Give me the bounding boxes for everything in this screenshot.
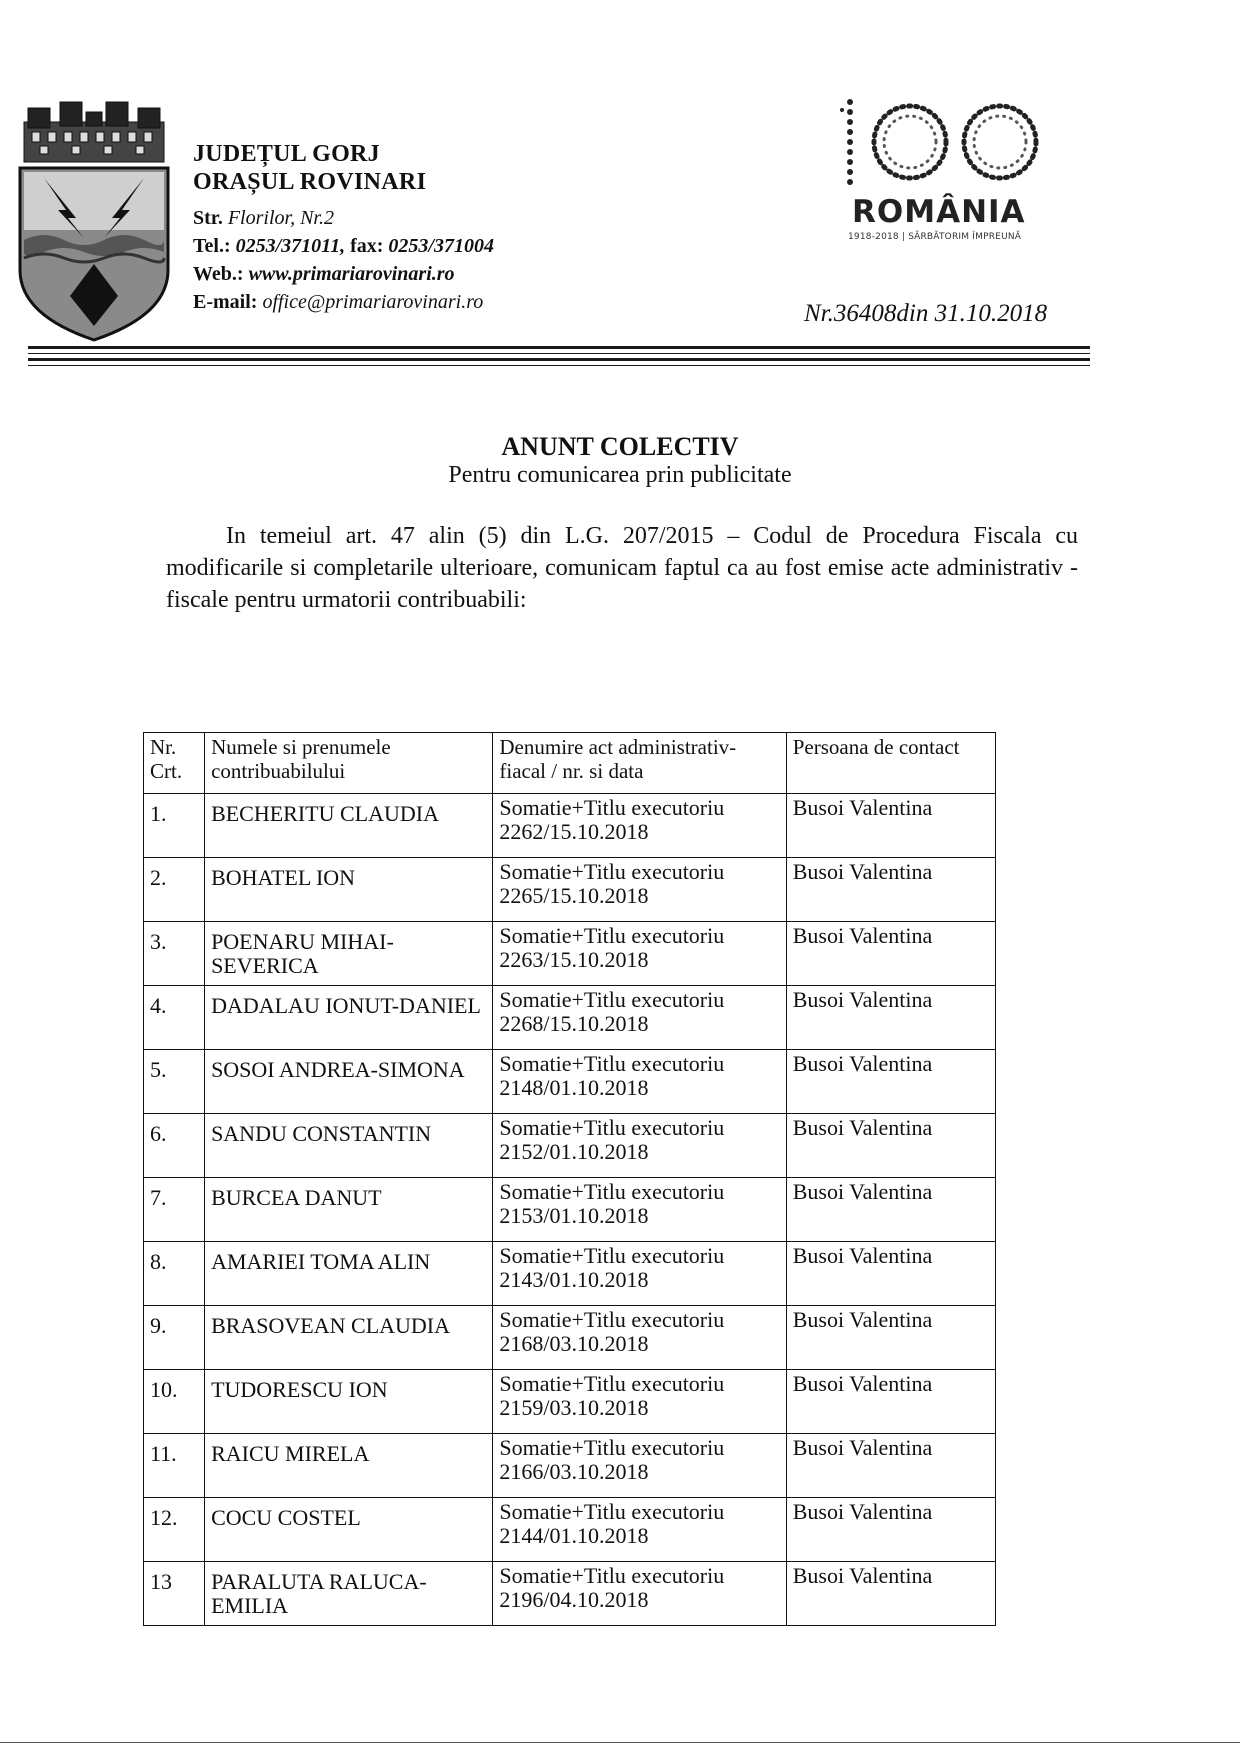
contact-person: Busoi Valentina	[786, 922, 995, 986]
act-description: Somatie+Titlu executoriu 2152/01.10.2018	[493, 1114, 786, 1178]
contact-person: Busoi Valentina	[786, 1114, 995, 1178]
taxpayer-name: BECHERITU CLAUDIA	[205, 794, 493, 858]
taxpayer-name: DADALAU IONUT-DANIEL	[205, 986, 493, 1050]
act-description: Somatie+Titlu executoriu 2168/03.10.2018	[493, 1306, 786, 1370]
email-line	[193, 288, 494, 316]
institution-header	[193, 140, 494, 316]
contact-person: Busoi Valentina	[786, 1498, 995, 1562]
act-description: Somatie+Titlu executoriu 2148/01.10.2018	[493, 1050, 786, 1114]
row-number: 6.	[144, 1114, 205, 1178]
row-number: 2.	[144, 858, 205, 922]
logo-country-text: ROMÂNIA	[852, 194, 1026, 230]
contact-person: Busoi Valentina	[786, 1306, 995, 1370]
header-name: Numele si prenumele contribuabilului	[205, 733, 493, 794]
taxpayer-name: RAICU MIRELA	[205, 1434, 493, 1498]
contact-person: Busoi Valentina	[786, 1434, 995, 1498]
act-description: Somatie+Titlu executoriu 2196/04.10.2018	[493, 1562, 786, 1626]
web-value: www.primariarovinari.ro	[248, 263, 455, 285]
act-description: Somatie+Titlu executoriu 2265/15.10.2018	[493, 858, 786, 922]
document-title: ANUNT COLECTIV	[501, 432, 739, 461]
header-contact: Persoana de contact	[786, 733, 995, 794]
act-description: Somatie+Titlu executoriu 2144/01.10.2018	[493, 1498, 786, 1562]
row-number: 8.	[144, 1242, 205, 1306]
act-description: Somatie+Titlu executoriu 2166/03.10.2018	[493, 1434, 786, 1498]
row-number: 12.	[144, 1498, 205, 1562]
taxpayer-name: SOSOI ANDREA-SIMONA	[205, 1050, 493, 1114]
address-value: Florilor, Nr.2	[227, 207, 334, 229]
row-number: 9.	[144, 1306, 205, 1370]
coat-of-arms-emblem	[14, 100, 174, 345]
contact-person: Busoi Valentina	[786, 1178, 995, 1242]
table-row	[144, 1498, 996, 1562]
town-name: ORAȘUL ROVINARI	[193, 169, 427, 195]
header-nr: Nr. Crt.	[144, 733, 205, 794]
act-description: Somatie+Titlu executoriu 2262/15.10.2018	[493, 794, 786, 858]
contact-person: Busoi Valentina	[786, 858, 995, 922]
row-number: 3.	[144, 922, 205, 986]
taxpayer-name: BRASOVEAN CLAUDIA	[205, 1306, 493, 1370]
header-act: Denumire act administrativ-fiacal / nr. si data	[493, 733, 786, 794]
table-row	[144, 1114, 996, 1178]
table-row	[144, 1562, 996, 1626]
row-number: 4.	[144, 986, 205, 1050]
taxpayer-name: POENARU MIHAI-SEVERICA	[205, 922, 493, 986]
contact-person: Busoi Valentina	[786, 1242, 995, 1306]
act-description: Somatie+Titlu executoriu 2159/03.10.2018	[493, 1370, 786, 1434]
tel-label: Tel.:	[193, 235, 231, 257]
contact-person: Busoi Valentina	[786, 986, 995, 1050]
fax-value: 0253/371004	[388, 235, 494, 257]
contact-person: Busoi Valentina	[786, 794, 995, 858]
address-label: Str.	[193, 207, 223, 229]
email-value: office@primariarovinari.ro	[262, 291, 484, 313]
table-row	[144, 858, 996, 922]
address-line	[193, 204, 494, 232]
header-divider	[28, 353, 1090, 354]
act-description: Somatie+Titlu executoriu 2153/01.10.2018	[493, 1178, 786, 1242]
table-row	[144, 922, 996, 986]
table-row	[144, 1050, 996, 1114]
page-bottom-edge	[0, 1742, 1240, 1743]
table-row	[144, 986, 996, 1050]
intro-paragraph: In temeiul art. 47 alin (5) din L.G. 207/2015 – Codul de Procedura Fiscala cu modificarile si completarile ulterioare, comunicam faptul ca au fost emise acte administrativ - fiscale pentru urmatorii contribuabili:	[166, 523, 1078, 613]
contact-person: Busoi Valentina	[786, 1562, 995, 1626]
contact-person: Busoi Valentina	[786, 1370, 995, 1434]
web-label: Web.:	[193, 263, 244, 285]
row-number: 5.	[144, 1050, 205, 1114]
county-name: JUDEȚUL GORJ	[193, 141, 380, 167]
table-row	[144, 1370, 996, 1434]
header-divider	[28, 358, 1090, 361]
row-number: 11.	[144, 1434, 205, 1498]
taxpayer-name: PARALUTA RALUCA-EMILIA	[205, 1562, 493, 1626]
taxpayer-name: BURCEA DANUT	[205, 1178, 493, 1242]
table-row	[144, 794, 996, 858]
email-label: E-mail:	[193, 291, 258, 313]
table-row	[144, 1242, 996, 1306]
act-description: Somatie+Titlu executoriu 2263/15.10.2018	[493, 922, 786, 986]
taxpayers-table	[143, 732, 996, 1626]
document-subtitle: Pentru comunicarea prin publicitate	[448, 462, 792, 488]
taxpayer-name: BOHATEL ION	[205, 858, 493, 922]
taxpayer-name: AMARIEI TOMA ALIN	[205, 1242, 493, 1306]
table-row	[144, 1178, 996, 1242]
table-header-row	[144, 733, 996, 794]
logo-tagline: 1918-2018 | SĂRBĂTORIM ÎMPREUNĂ	[848, 232, 1022, 242]
centenary-100-logo	[838, 96, 1058, 204]
document-number: Nr.36408din 31.10.2018	[804, 300, 1048, 327]
row-number: 13	[144, 1562, 205, 1626]
table-row	[144, 1306, 996, 1370]
web-line	[193, 260, 494, 288]
row-number: 1.	[144, 794, 205, 858]
taxpayer-name: TUDORESCU ION	[205, 1370, 493, 1434]
phone-line	[193, 232, 494, 260]
act-description: Somatie+Titlu executoriu 2143/01.10.2018	[493, 1242, 786, 1306]
header-divider	[28, 346, 1090, 349]
row-number: 7.	[144, 1178, 205, 1242]
table-row	[144, 1434, 996, 1498]
taxpayer-name: SANDU CONSTANTIN	[205, 1114, 493, 1178]
taxpayer-name: COCU COSTEL	[205, 1498, 493, 1562]
fax-label: fax:	[350, 235, 384, 257]
act-description: Somatie+Titlu executoriu 2268/15.10.2018	[493, 986, 786, 1050]
contact-person: Busoi Valentina	[786, 1050, 995, 1114]
header-divider	[28, 365, 1090, 366]
row-number: 10.	[144, 1370, 205, 1434]
tel-value: 0253/371011,	[235, 235, 346, 257]
